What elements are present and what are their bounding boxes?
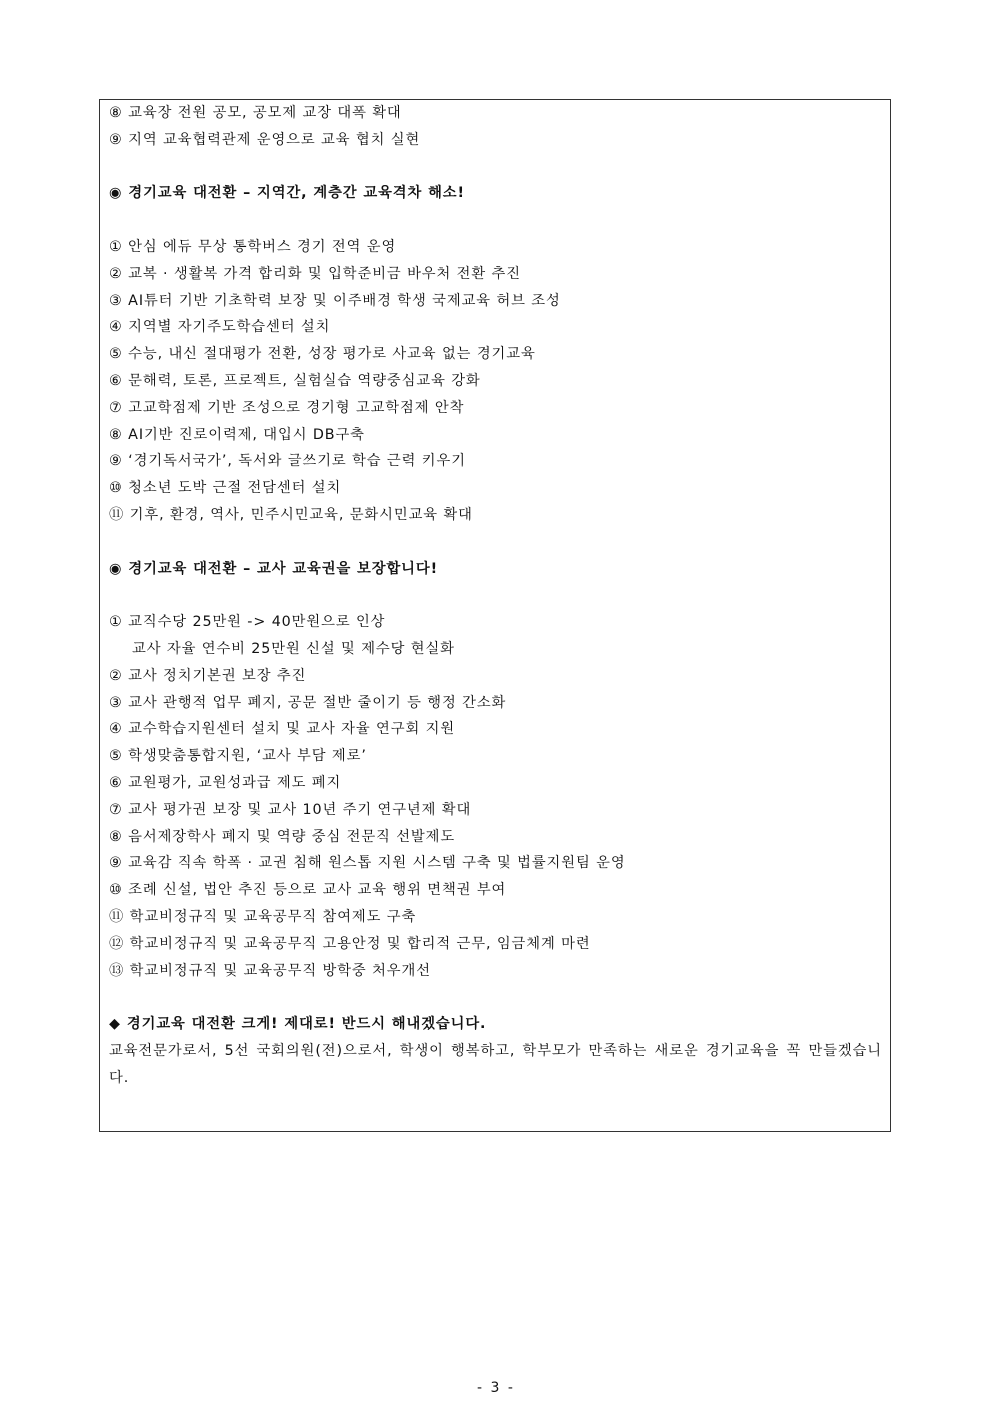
content-box — [99, 99, 891, 1132]
list-item: ⑩ 청소년 도박 근절 전담센터 설치 — [109, 480, 342, 497]
spacer — [109, 582, 882, 609]
spacer — [109, 207, 882, 234]
list-item: ⑪ 기후, 환경, 역사, 민주시민교육, 문화시민교육 확대 — [109, 506, 473, 523]
list-item: ③ 교사 관행적 업무 폐지, 공문 절반 줄이기 등 행정 간소화 — [109, 694, 507, 711]
list-item: ② 교사 정치기본권 보장 추진 — [109, 667, 307, 684]
closing-heading — [109, 1011, 882, 1038]
closing-heading-text: 경기교육 대전환 크게! 제대로! 반드시 해내겠습니다. — [126, 1016, 487, 1033]
list-item: ⑨ ‘경기독서국가’, 독서와 글쓰기로 학습 근력 키우기 — [109, 453, 466, 470]
list-item: ④ 교수학습지원센터 설치 및 교사 자율 연구회 지원 — [109, 721, 456, 738]
list-item: ⑩ 조례 신설, 법안 추진 등으로 교사 교육 행위 면책권 부여 — [109, 882, 507, 899]
list-item: ③ AI튜터 기반 기초학력 보장 및 이주배경 학생 국제교육 허브 조성 — [109, 292, 561, 309]
list-item: ⑧ AI기반 진로이력제, 대입시 DB구축 — [109, 426, 365, 443]
diamond-bullet-icon: ◆ — [109, 1016, 121, 1033]
spacer — [109, 984, 882, 1011]
list-item: ① 안심 에듀 무상 통학버스 경기 전역 운영 — [109, 238, 397, 255]
list-item: ⑧ 교육장 전원 공모, 공모제 교장 대폭 확대 — [109, 105, 402, 121]
list-item: ② 교복 · 생활복 가격 합리화 및 입학준비금 바우처 전환 추진 — [109, 265, 521, 282]
closing-paragraph: 교육전문가로서, 5선 국회의원(전)으로서, 학생이 행복하고, 학부모가 만족하는 새로운 경기교육을 꼭 만들겠습니다. — [109, 1042, 882, 1086]
list-item: ⑦ 고교학점제 기반 조성으로 경기형 고교학점제 안착 — [109, 399, 465, 416]
section-heading-text: 경기교육 대전환 – 지역간, 계층간 교육격차 해소! — [128, 185, 465, 202]
section-heading-teacher-rights — [109, 556, 882, 583]
list-item: ⑪ 학교비정규직 및 교육공무직 참여제도 구축 — [109, 908, 417, 925]
list-item: ⑧ 음서제장학사 폐지 및 역량 중심 전문직 선발제도 — [109, 828, 456, 845]
list-item: ⑤ 수능, 내신 절대평가 전환, 성장 평가로 사교육 없는 경기교육 — [109, 346, 536, 363]
list-item: ⑤ 학생맞춤통합지원, ‘교사 부담 제로’ — [109, 748, 367, 765]
list-item: ⑥ 문해력, 토론, 프로젝트, 실험실습 역량중심교육 강화 — [109, 372, 481, 389]
list-item: ⑬ 학교비정규직 및 교육공무직 방학중 처우개선 — [109, 962, 431, 979]
section-heading-education-gap — [109, 180, 882, 207]
list-item: ④ 지역별 자기주도학습센터 설치 — [109, 319, 331, 336]
list-item-continuation: 교사 자율 연수비 25만원 신설 및 제수당 현실화 — [132, 640, 455, 657]
list-item: ⑨ 지역 교육협력관제 운영으로 교육 협치 실현 — [109, 131, 421, 148]
spacer — [109, 154, 882, 181]
radio-bullet-icon: ◉ — [109, 560, 123, 577]
list-item: ⑦ 교사 평가권 보장 및 교사 10년 주기 연구년제 확대 — [109, 801, 472, 818]
list-item: ① 교직수당 25만원 -> 40만원으로 인상 — [109, 614, 386, 631]
section-heading-text: 경기교육 대전환 – 교사 교육권을 보장합니다! — [128, 560, 439, 577]
list-item: ⑫ 학교비정규직 및 교육공무직 고용안정 및 합리적 근무, 임금체계 마련 — [109, 935, 591, 952]
list-item: ⑨ 교육감 직속 학폭 · 교권 침해 원스톱 지원 시스템 구축 및 법률지원팀 운영 — [109, 855, 626, 872]
list-item: ⑥ 교원평가, 교원성과급 제도 폐지 — [109, 774, 342, 791]
page-number: - 3 - — [477, 1380, 515, 1396]
radio-bullet-icon: ◉ — [109, 185, 123, 202]
spacer — [109, 529, 882, 556]
